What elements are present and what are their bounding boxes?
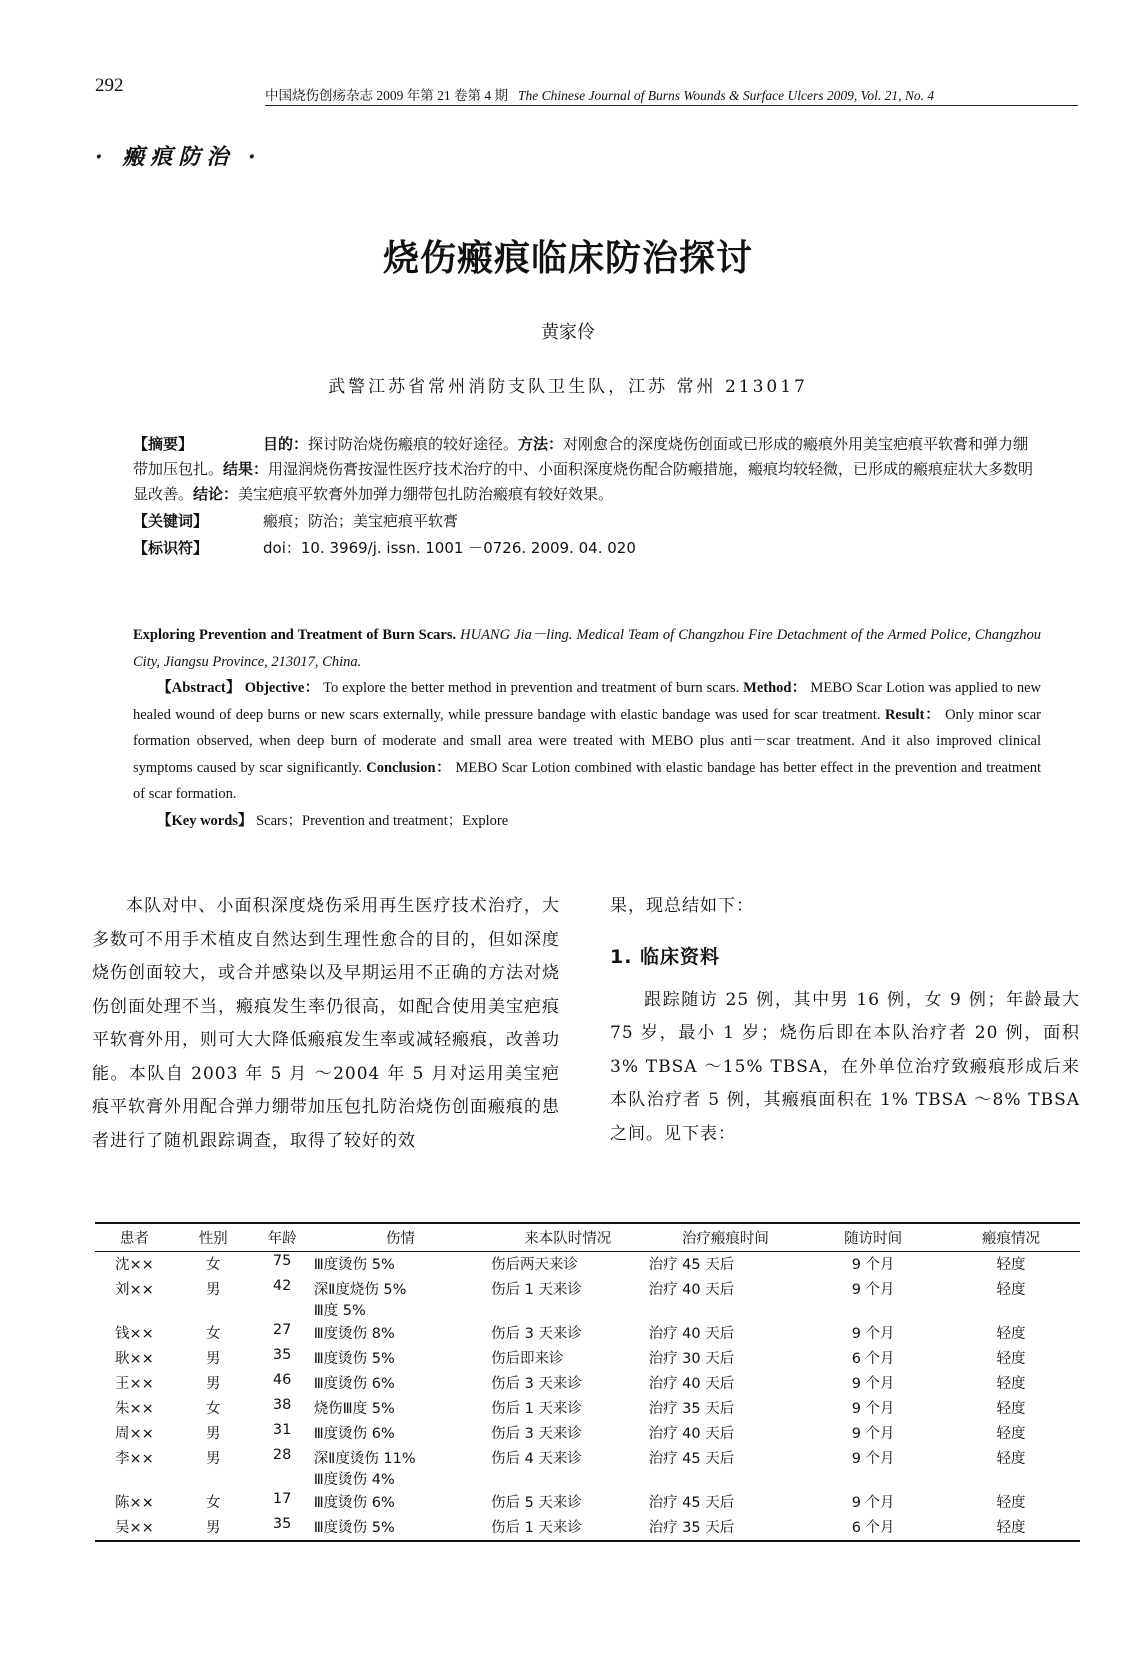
- cell-followup: 9 个月: [851, 1495, 895, 1511]
- injury-line: Ⅲ度烫伤 8%: [313, 1326, 395, 1342]
- cell-patient: 陈××: [114, 1495, 154, 1511]
- injury-line: Ⅲ度烫伤 5%: [313, 1351, 395, 1367]
- body-column-right: [610, 890, 1080, 1151]
- cell-scar: 轻度: [996, 1326, 1026, 1342]
- cell-patient: 周××: [114, 1426, 154, 1442]
- cell-injury: [312, 1252, 489, 1278]
- cell-injury: [312, 1446, 489, 1490]
- cell-scar: 轻度: [996, 1351, 1026, 1367]
- cell-treatment-time: 治疗 45 天后: [648, 1451, 735, 1467]
- cell-arrival: 伤后 3 天来诊: [490, 1326, 582, 1342]
- cell-arrival: 伤后即来诊: [490, 1351, 564, 1367]
- cell-age: 35: [253, 1515, 312, 1541]
- conclusion-text: 美宝疤痕平软膏外加弹力绷带包扎防治瘢痕有较好效果。: [238, 485, 614, 503]
- table-row: [95, 1490, 1080, 1515]
- objective-text: 探讨防治烧伤瘢痕的较好途径。: [308, 435, 519, 453]
- cell-arrival: 伤后 1 天来诊: [489, 1515, 647, 1541]
- affiliation: 武警江苏省常州消防支队卫生队，江苏 常州 213017: [328, 377, 808, 397]
- cell-injury: [312, 1515, 489, 1541]
- cell-scar: 轻度: [996, 1376, 1026, 1392]
- cell-scar: 轻度: [996, 1257, 1026, 1273]
- abstract-en-objective-label: Objective：: [244, 680, 320, 696]
- journal-name-cn: 中国烧伤创疡杂志 2009 年第 21 卷第 4 期: [265, 88, 508, 103]
- cell-sex: 男: [205, 1351, 221, 1367]
- cell-scar: 轻度: [996, 1401, 1026, 1417]
- table-row: [95, 1515, 1080, 1541]
- injury-line: Ⅲ度烫伤 6%: [313, 1376, 395, 1392]
- abstract-en-body: [133, 675, 1041, 808]
- cell-age: 38: [272, 1397, 292, 1413]
- keywords-cn-text: 瘢痕；防治；美宝疤痕平软膏: [263, 512, 459, 530]
- doi-label: 【标识符】: [133, 539, 209, 557]
- cell-sex: 男: [205, 1426, 221, 1442]
- objective-label: 目的：: [263, 435, 309, 453]
- cell-scar: 轻度: [942, 1515, 1080, 1541]
- cell-arrival: 伤后 1 天来诊: [490, 1401, 582, 1417]
- col-header-treatment-time: 治疗瘢痕时间: [647, 1223, 805, 1252]
- cell-treatment-time: 治疗 40 天后: [648, 1376, 735, 1392]
- cell-age: 46: [272, 1372, 292, 1388]
- col-header-injury: 伤情: [312, 1223, 489, 1252]
- conclusion-label: 结论：: [193, 485, 239, 503]
- result-label: 结果：: [223, 460, 269, 478]
- journal-name-en: The Chinese Journal of Burns Wounds & Surface Ulcers 2009, Vol. 21, No. 4: [518, 88, 935, 103]
- cell-followup: 9 个月: [851, 1326, 895, 1342]
- cell-sex: 女: [205, 1257, 221, 1273]
- col-header-age: 年龄: [253, 1223, 312, 1252]
- cell-treatment-time: 治疗 45 天后: [648, 1257, 735, 1273]
- injury-line: Ⅲ度 5%: [313, 1303, 366, 1319]
- abstract-en-keywords-row: [133, 808, 1041, 835]
- cell-arrival: 伤后 4 天来诊: [490, 1451, 582, 1467]
- cell-followup: 6 个月: [851, 1351, 895, 1367]
- col-header-followup: 随访时间: [804, 1223, 942, 1252]
- cell-patient: 沈××: [114, 1257, 154, 1273]
- method-text: 对刚愈合的深度烧伤创面或已形成的瘢痕外用美宝疤痕平软膏和弹力绷带加压包扎。: [133, 435, 1029, 478]
- cell-treatment-time: 治疗 40 天后: [648, 1426, 735, 1442]
- abstract-en-objective: To explore the better method in prevention and treatment of burn scars.: [323, 680, 740, 696]
- cell-age: 75: [272, 1253, 292, 1269]
- page-number: 292: [95, 75, 124, 96]
- cell-age: 42: [272, 1278, 292, 1294]
- cell-arrival: 伤后 1 天来诊: [490, 1282, 582, 1298]
- cell-followup: 9 个月: [851, 1376, 895, 1392]
- injury-line: 深Ⅱ度烫伤 11%: [313, 1451, 416, 1467]
- table-row: [95, 1321, 1080, 1346]
- abstract-en-method: MEBO Scar Lotion was applied to new healed wound of deep burns or new scars externally, while pressure bandage with elastic bandage was used for scar treatment.: [133, 680, 1041, 723]
- cell-followup: 9 个月: [851, 1257, 895, 1273]
- cell-sex: 男: [174, 1515, 253, 1541]
- cell-followup: 9 个月: [851, 1426, 895, 1442]
- keywords-cn-label: 【关键词】: [133, 512, 209, 530]
- section-label: · 瘢痕防治 ·: [95, 144, 262, 170]
- abstract-en-authors: HUANG Jia－ling. Medical Team of Changzhou Fire Detachment of the Armed Police, Changzhou City, Jiangsu Province, 213017, China.: [133, 627, 1041, 670]
- cell-followup: 9 个月: [851, 1401, 895, 1417]
- abstract-en-conclusion: MEBO Scar Lotion combined with elastic bandage has better effect in the prevention and treatment of scar formation.: [133, 759, 1041, 802]
- abstract-en-title: Exploring Prevention and Treatment of Burn Scars.: [133, 627, 457, 643]
- cell-patient: 李××: [114, 1451, 154, 1467]
- result-text: 用湿润烧伤膏按湿性医疗技术治疗的中、小面积深度烧伤配合防瘢措施，瘢痕均较轻微，已形成的瘢痕症状大多数明显改善。: [133, 460, 1034, 503]
- article-title: 烧伤瘢痕临床防治探讨: [382, 238, 753, 279]
- abstract-cn: [133, 432, 1041, 561]
- abstract-en-title-row: [133, 622, 1041, 675]
- cell-patient: 朱××: [114, 1401, 154, 1417]
- cell-arrival: 伤后 5 天来诊: [490, 1495, 582, 1511]
- cell-patient: 吴××: [95, 1515, 174, 1541]
- cell-treatment-time: 治疗 35 天后: [648, 1401, 735, 1417]
- abstract-en-keywords: Scars；Prevention and treatment；Explore: [256, 812, 509, 829]
- cell-age: 17: [272, 1491, 292, 1507]
- doi-row: [133, 536, 1041, 561]
- cell-age: 35: [272, 1347, 292, 1363]
- doi-text: doi：10. 3969/j. issn. 1001 －0726. 2009. 04. 020: [263, 539, 636, 557]
- cell-treatment-time: 治疗 30 天后: [648, 1351, 735, 1367]
- abstract-en-label: 【Abstract】: [157, 680, 241, 696]
- cell-treatment-time: 治疗 35 天后: [647, 1515, 805, 1541]
- cell-sex: 女: [205, 1326, 221, 1342]
- cell-followup: 9 个月: [851, 1282, 895, 1298]
- abstract-en-keywords-label: 【Key words】: [157, 812, 253, 829]
- cell-patient: 王××: [114, 1376, 154, 1392]
- patient-table: [95, 1222, 1080, 1542]
- cell-patient: 钱××: [114, 1326, 154, 1342]
- col-header-arrival: 来本队时情况: [489, 1223, 647, 1252]
- cell-sex: 男: [205, 1282, 221, 1298]
- injury-line: Ⅲ度烫伤 5%: [313, 1520, 395, 1536]
- cell-arrival: 伤后 3 天来诊: [490, 1376, 582, 1392]
- cell-scar: 轻度: [996, 1451, 1026, 1467]
- injury-line: 深Ⅱ度烧伤 5%: [313, 1282, 407, 1298]
- injury-line: Ⅲ度烫伤 6%: [313, 1495, 395, 1511]
- cell-arrival: 伤后两天来诊: [490, 1257, 578, 1273]
- cell-age: 28: [272, 1447, 292, 1463]
- cell-injury: [312, 1490, 489, 1515]
- section-heading-clinical-data: 1. 临床资料: [610, 945, 721, 968]
- injury-line: 烧伤Ⅲ度 5%: [313, 1401, 395, 1417]
- clinical-data-paragraph: 跟踪随访 25 例，其中男 16 例，女 9 例；年龄最大 75 岁，最小 1 岁；烧伤后即在本队治疗者 20 例，面积 3% TBSA ～15% TBSA，在外单位治疗致瘢痕形成后来本队治疗者 5 例，其瘢痕面积在 1% TBSA ～8% TBSA 之间。见下表：: [610, 989, 1080, 1144]
- cell-sex: 男: [205, 1451, 221, 1467]
- running-header: [265, 84, 1078, 106]
- cell-injury: [312, 1421, 489, 1446]
- cell-patient: 耿××: [114, 1351, 154, 1367]
- table-row: [95, 1252, 1080, 1278]
- abstract-en-result-label: Result：: [884, 706, 941, 723]
- cell-treatment-time: 治疗 40 天后: [648, 1326, 735, 1342]
- cell-treatment-time: 治疗 40 天后: [648, 1282, 735, 1298]
- injury-line: Ⅲ度烫伤 4%: [313, 1472, 395, 1488]
- injury-line: Ⅲ度烫伤 6%: [313, 1426, 395, 1442]
- cell-patient: 刘××: [114, 1282, 154, 1298]
- injury-line: Ⅲ度烫伤 5%: [313, 1257, 395, 1273]
- table-header-row: [95, 1223, 1080, 1252]
- cell-injury: [312, 1371, 489, 1396]
- cell-followup: 6 个月: [804, 1515, 942, 1541]
- cell-sex: 女: [205, 1495, 221, 1511]
- cell-age: 27: [272, 1322, 292, 1338]
- table-row: [95, 1277, 1080, 1321]
- cell-scar: 轻度: [996, 1495, 1026, 1511]
- cell-scar: 轻度: [996, 1282, 1026, 1298]
- body-column-left: [92, 890, 560, 1158]
- cell-followup: 9 个月: [851, 1451, 895, 1467]
- abstract-cn-label: 【摘要】: [133, 435, 194, 453]
- abstract-en-method-label: Method：: [743, 680, 807, 696]
- table-row: [95, 1346, 1080, 1371]
- table-body: [95, 1252, 1080, 1542]
- abstract-en-result: Only minor scar formation observed, when deep burn of moderate and small area were treated with MEBO plus anti－scar treatment. And it also improved clinical symptoms caused by scar significantly.: [133, 706, 1041, 776]
- intro-paragraph-cont: 果，现总结如下：: [610, 896, 754, 916]
- intro-paragraph: 本队对中、小面积深度烧伤采用再生医疗技术治疗，大多数可不用手术植皮自然达到生理性愈合的目的，但如深度烧伤创面较大，或合并感染以及早期运用不正确的方法对烧伤创面处理不当，瘢痕发生率仍很高，如配合使用美宝疤痕平软膏外用，则可大大降低瘢痕发生率或减轻瘢痕，改善功能。本队自 2003 年 5 月 ～2004 年 5 月对运用美宝疤痕平软膏外用配合弹力绷带加压包扎防治烧伤创面瘢痕的患者进行了随机跟踪调查，取得了较好的效: [92, 896, 560, 1151]
- col-header-scar: 瘢痕情况: [942, 1223, 1080, 1252]
- cell-age: 31: [272, 1422, 292, 1438]
- cell-sex: 女: [205, 1401, 221, 1417]
- cell-treatment-time: 治疗 45 天后: [648, 1495, 735, 1511]
- col-header-patient: 患者: [95, 1223, 174, 1252]
- abstract-cn-body: [133, 432, 1041, 507]
- cell-injury: [312, 1277, 489, 1321]
- cell-injury: [312, 1346, 489, 1371]
- cell-sex: 男: [205, 1376, 221, 1392]
- table-row: [95, 1446, 1080, 1490]
- keywords-cn: [133, 509, 1041, 534]
- cell-injury: [312, 1396, 489, 1421]
- cell-injury: [312, 1321, 489, 1346]
- cell-arrival: 伤后 3 天来诊: [490, 1426, 582, 1442]
- abstract-en-conclusion-label: Conclusion：: [366, 759, 452, 776]
- author: 黄家伶: [541, 322, 595, 343]
- abstract-en: [133, 622, 1041, 834]
- cell-scar: 轻度: [996, 1426, 1026, 1442]
- method-label: 方法：: [518, 435, 564, 453]
- col-header-sex: 性别: [174, 1223, 253, 1252]
- table-row: [95, 1396, 1080, 1421]
- table-row: [95, 1421, 1080, 1446]
- table-row: [95, 1371, 1080, 1396]
